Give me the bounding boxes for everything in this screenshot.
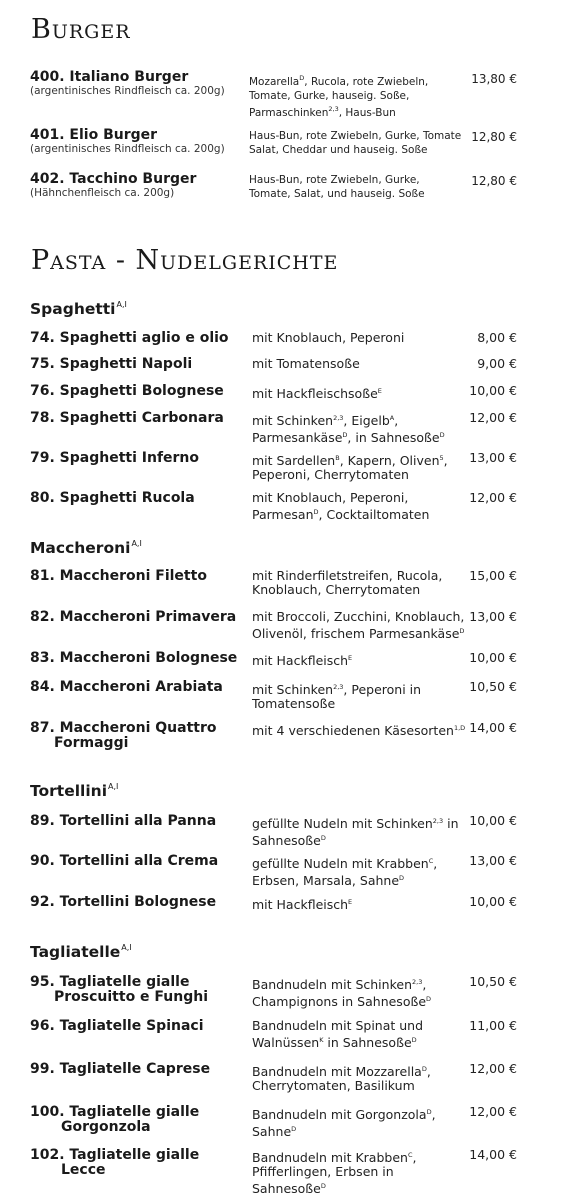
allergen-sup: A,I bbox=[131, 539, 142, 548]
item-price: 12,00 € bbox=[469, 1104, 517, 1119]
item-name bbox=[30, 411, 248, 426]
category-label: Tortellini bbox=[30, 782, 108, 800]
item-description: mit 4 verschiedenen Käsesorten$^{1,D}$ bbox=[252, 723, 466, 738]
item-name-text: 79. Spaghetti Inferno bbox=[30, 450, 200, 466]
item-name bbox=[30, 1105, 248, 1135]
item-name-continuation: Proscuitto e Funghi bbox=[54, 989, 209, 1005]
item-price: 13,80 € bbox=[471, 72, 517, 86]
item-price: 10,50 € bbox=[469, 679, 517, 694]
item-name bbox=[30, 451, 248, 466]
item-name-text: 400. Italiano Burger bbox=[30, 69, 189, 85]
item-price: 10,50 € bbox=[469, 974, 517, 989]
allergen-sup: A,I bbox=[108, 782, 119, 791]
item-description: Bandnudeln mit Schinken$^{2,3}$, Champignons in Sahnesoße$^D$ bbox=[252, 977, 432, 1009]
item-name-text: 83. Maccheroni Bolognese bbox=[30, 650, 238, 666]
item-description: mit Rinderfiletstreifen, Rucola, Knoblauch, Cherrytomaten bbox=[252, 568, 443, 597]
item-description: mit Tomatensoße bbox=[252, 356, 360, 371]
item-name-text: 102. Tagliatelle gialle bbox=[30, 1147, 200, 1163]
item-name bbox=[30, 610, 248, 625]
item-description: mit Knoblauch, Peperoni, Parmesan$^D$, Cocktailtomaten bbox=[252, 490, 430, 522]
item-name-text: 75. Spaghetti Napoli bbox=[30, 356, 193, 372]
item-name-text: 99. Tagliatelle Caprese bbox=[30, 1061, 211, 1077]
category-tortellini bbox=[30, 782, 118, 800]
item-name-continuation: Gorgonzola bbox=[61, 1119, 151, 1135]
item-name bbox=[30, 70, 248, 98]
item-description: mit Hackfleischsoße$^E$ bbox=[252, 386, 382, 401]
item-name bbox=[30, 569, 248, 584]
section-title-burger: Burger bbox=[31, 14, 131, 45]
item-subtitle: (Hähnchenfleisch ca. 200g) bbox=[30, 187, 175, 199]
item-price: 14,00 € bbox=[469, 1147, 517, 1162]
item-description: Haus-Bun, rote Zwiebeln, Gurke, Tomate Salat, Cheddar und hauseig. Soße bbox=[249, 130, 462, 156]
item-description: mit Sardellen$^B$, Kapern, Oliven$^5$, Peperoni, Cherrytomaten bbox=[252, 453, 448, 482]
item-name-text: 100. Tagliatelle gialle bbox=[30, 1104, 200, 1120]
item-name-text: 87. Maccheroni Quattro bbox=[30, 720, 217, 736]
item-name-text: 74. Spaghetti aglio e olio bbox=[30, 330, 229, 346]
category-label: Maccheroni bbox=[30, 539, 131, 557]
item-description: mit Schinken$^{2,3}$, Peperoni in Tomatensoße bbox=[252, 682, 422, 711]
item-name-text: 89. Tortellini alla Panna bbox=[30, 813, 217, 829]
item-price: 10,00 € bbox=[469, 650, 517, 665]
item-name-text: 90. Tortellini alla Crema bbox=[30, 853, 219, 869]
item-description: Haus-Bun, rote Zwiebeln, Gurke, Tomate, Salat, und hauseig. Soße bbox=[249, 174, 425, 200]
allergen-sup: A,I bbox=[121, 943, 132, 952]
item-price: 13,00 € bbox=[469, 609, 517, 624]
item-name bbox=[30, 814, 248, 829]
item-name bbox=[30, 384, 248, 399]
item-name-text: 96. Tagliatelle Spinaci bbox=[30, 1018, 204, 1034]
item-description: mit Hackfleisch$^E$ bbox=[252, 897, 353, 912]
item-description: mit Hackfleisch$^E$ bbox=[252, 653, 353, 668]
item-name bbox=[30, 680, 248, 695]
item-name-text: 402. Tacchino Burger bbox=[30, 171, 197, 187]
item-name-text: 81. Maccheroni Filetto bbox=[30, 568, 207, 584]
item-price: 13,00 € bbox=[469, 853, 517, 868]
item-price: 14,00 € bbox=[469, 720, 517, 735]
item-name-text: 401. Elio Burger bbox=[30, 127, 158, 143]
item-name bbox=[30, 357, 248, 372]
item-price: 12,00 € bbox=[469, 1061, 517, 1076]
item-name-text: 78. Spaghetti Carbonara bbox=[30, 410, 224, 426]
item-name bbox=[30, 1019, 248, 1034]
item-name-text: 95. Tagliatelle gialle bbox=[30, 974, 190, 990]
item-description: Bandnudeln mit Gorgonzola$^D$, Sahne$^D$ bbox=[252, 1107, 436, 1139]
item-price: 12,00 € bbox=[469, 490, 517, 505]
section-title-pasta: Pasta - Nudelgerichte bbox=[31, 245, 339, 276]
item-description: mit Knoblauch, Peperoni bbox=[252, 330, 405, 345]
item-name bbox=[30, 895, 248, 910]
category-label: Tagliatelle bbox=[30, 943, 121, 961]
item-description: gefüllte Nudeln mit Schinken$^{2,3}$ in Sahnesoße$^D$ bbox=[252, 816, 459, 848]
item-description: mit Schinken$^{2,3}$, Eigelb$^A$, Parmesankäse$^D$, in Sahnesoße$^D$ bbox=[252, 413, 445, 445]
item-price: 10,00 € bbox=[469, 813, 517, 828]
category-tagliatelle bbox=[30, 943, 132, 961]
item-price: 13,00 € bbox=[469, 450, 517, 465]
category-maccheroni bbox=[30, 539, 142, 557]
item-name bbox=[30, 651, 248, 666]
item-name bbox=[30, 128, 248, 156]
item-price: 9,00 € bbox=[477, 356, 517, 371]
item-name-text: 82. Maccheroni Primavera bbox=[30, 609, 237, 625]
item-price: 12,80 € bbox=[471, 130, 517, 144]
item-description: gefüllte Nudeln mit Krabben$^C$, Erbsen, Marsala, Sahne$^D$ bbox=[252, 856, 438, 888]
item-name-text: 92. Tortellini Bolognese bbox=[30, 894, 217, 910]
item-description: mit Broccoli, Zucchini, Knoblauch, Olivenöl, frischem Parmesankäse$^D$ bbox=[252, 609, 465, 641]
item-description: Mozarella$^D$, Rucola, rote Zwiebeln, Tomate, Gurke, hauseig. Soße, Parmaschinken$^{2,3}$, Haus-Bun bbox=[249, 74, 429, 119]
item-name bbox=[30, 1062, 248, 1077]
item-name bbox=[30, 331, 248, 346]
item-name bbox=[30, 854, 248, 869]
item-description: Bandnudeln mit Krabben$^C$, Pfifferlingen, Erbsen in Sahnesoße$^D$ bbox=[252, 1150, 417, 1196]
item-price: 12,00 € bbox=[469, 410, 517, 425]
item-name bbox=[30, 721, 248, 751]
category-spaghetti bbox=[30, 300, 127, 318]
item-description: Bandnudeln mit Mozzarella$^D$, Cherrytomaten, Basilikum bbox=[252, 1064, 431, 1093]
item-subtitle: (argentinisches Rindfleisch ca. 200g) bbox=[30, 143, 225, 155]
item-name-text: 80. Spaghetti Rucola bbox=[30, 490, 195, 506]
item-price: 15,00 € bbox=[469, 568, 517, 583]
item-subtitle: (argentinisches Rindfleisch ca. 200g) bbox=[30, 85, 225, 97]
allergen-sup: A,I bbox=[116, 300, 127, 309]
item-name-text: 76. Spaghetti Bolognese bbox=[30, 383, 224, 399]
item-price: 10,00 € bbox=[469, 383, 517, 398]
category-label: Spaghetti bbox=[30, 300, 116, 318]
item-description: Bandnudeln mit Spinat und Walnüssen$^K$ in Sahnesoße$^D$ bbox=[252, 1018, 424, 1050]
item-name bbox=[30, 491, 248, 506]
item-price: 10,00 € bbox=[469, 894, 517, 909]
item-price: 12,80 € bbox=[471, 174, 517, 188]
item-name bbox=[30, 1148, 248, 1178]
item-name-text: 84. Maccheroni Arabiata bbox=[30, 679, 223, 695]
item-name bbox=[30, 172, 248, 200]
item-price: 8,00 € bbox=[477, 330, 517, 345]
item-name-continuation: Formaggi bbox=[54, 735, 129, 751]
item-name bbox=[30, 975, 248, 1005]
item-price: 11,00 € bbox=[469, 1018, 517, 1033]
item-name-continuation: Lecce bbox=[61, 1162, 106, 1178]
